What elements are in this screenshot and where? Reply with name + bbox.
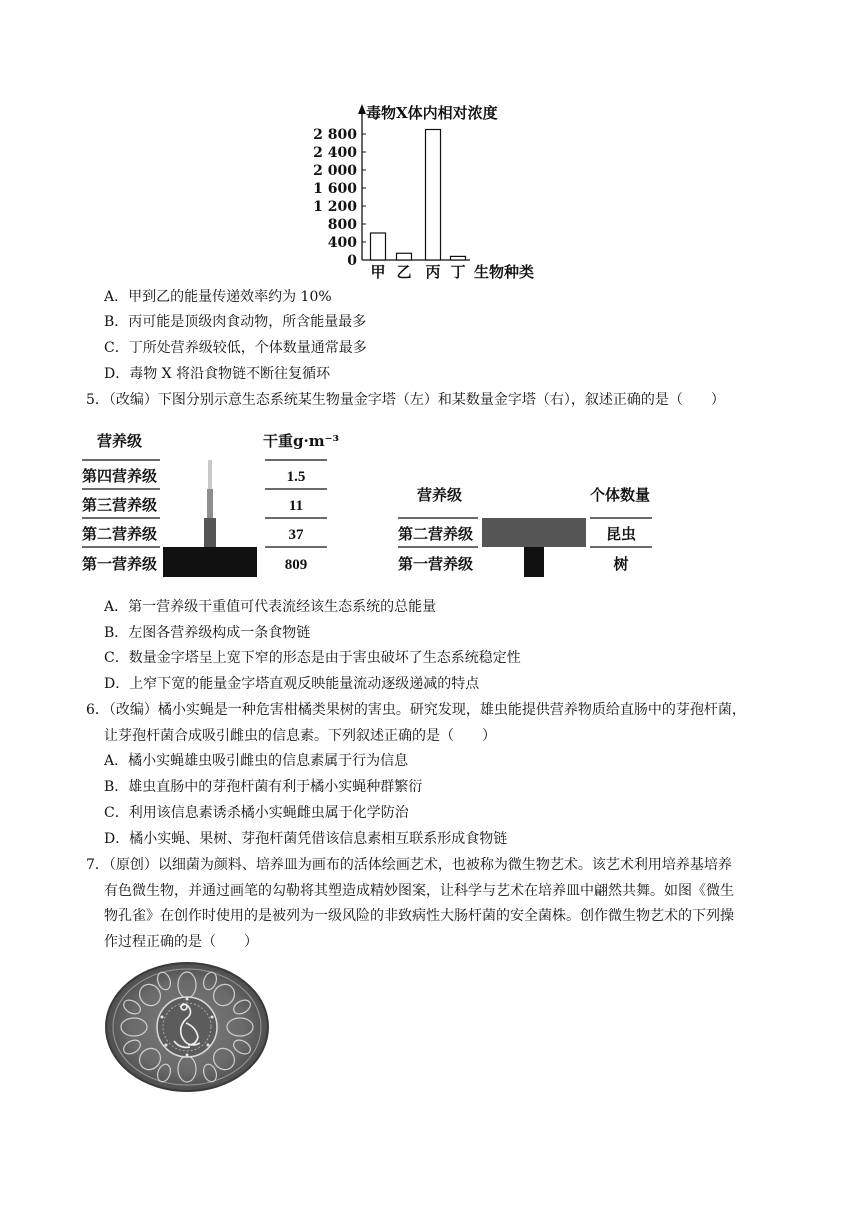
right-header-level: 营养级 (417, 486, 463, 504)
pyramid-figures (0, 420, 860, 585)
q7-stem-line-2: 有色微生物，并通过画笔的勾勒将其塑造成精妙图案，让科学与艺术在培养皿中翩然共舞。如图《微生 (104, 883, 734, 899)
biomass-bar-level-3 (207, 489, 213, 518)
biomass-bar-level-4 (208, 460, 212, 489)
biomass-value-level-1: 809 (284, 557, 308, 573)
y-axis-arrow (358, 104, 366, 114)
q7-stem-line-1: 7．（原创）以细菌为颜料、培养皿为画布的活体绘画艺术，也被称为微生物艺术。该艺术利用培养基培养 (86, 857, 732, 873)
q5-option-a: A．第一营养级干重值可代表流经该生态系统的总能量 (104, 599, 437, 615)
biomass-pyramid (82, 432, 339, 577)
right-value-level-1: 树 (613, 555, 629, 573)
q6-stem-line-1: 6．（改编）橘小实蝇是一种危害柑橘类果树的害虫。研究发现，雄虫能提供营养物质给直肠中的芽孢杆菌， (86, 702, 746, 718)
q7-stem-line-3: 物孔雀》在创作时使用的是被列为一级风险的非致病性大肠杆菌的安全菌株。创作微生物艺术的下列操 (104, 908, 734, 924)
y-tick-label: 400 (327, 235, 357, 251)
biomass-value-level-4: 1.5 (286, 469, 306, 485)
q6-option-c: C．利用该信息素诱杀橘小实蝇雌虫属于化学防治 (104, 805, 409, 821)
y-tick-label: 2 400 (313, 145, 357, 161)
left-header-level: 营养级 (97, 432, 143, 450)
right-value-level-2: 昆虫 (605, 525, 637, 543)
bar-4 (451, 256, 466, 260)
q4-option-c: C．丁所处营养级较低，个体数量通常最多 (104, 340, 367, 356)
y-tick-label: 0 (347, 253, 357, 269)
y-tick-label: 1 600 (313, 181, 357, 197)
q5-option-c: C．数量金字塔呈上宽下窄的形态是由于害虫破坏了生态系统稳定性 (104, 650, 521, 666)
biomass-bar-level-1 (163, 547, 257, 577)
left-level-1: 第一营养级 (82, 555, 158, 573)
bar-3 (426, 130, 441, 261)
biomass-value-level-3: 11 (288, 498, 304, 514)
left-level-3: 第三营养级 (82, 496, 158, 514)
q6-option-d: D．橘小实蝇、果树、芽孢杆菌凭借该信息素相互联系形成食物链 (104, 831, 508, 847)
q6-option-a: A．橘小实蝇雄虫吸引雌虫的信息素属于行为信息 (104, 753, 409, 769)
left-level-4: 第四营养级 (82, 467, 158, 485)
biomass-value-level-2: 37 (288, 527, 304, 543)
q7-stem-line-4: 作过程正确的是（ ） (104, 934, 258, 950)
y-axis-title: 毒物X体内相对浓度 (366, 104, 498, 122)
category-label: 乙 (396, 263, 412, 281)
microbial-peacock-petri-dish-image (104, 961, 270, 1093)
y-tick-label: 2 800 (313, 127, 357, 143)
category-label: 丙 (425, 263, 441, 281)
number-pyramid (398, 486, 652, 577)
x-axis-title: 生物种类 (474, 263, 535, 281)
y-tick-label: 1 200 (313, 199, 357, 215)
bar-2 (397, 253, 412, 260)
right-level-1: 第一营养级 (398, 555, 474, 573)
category-label: 丁 (450, 263, 466, 281)
q5-stem: 5．（改编）下图分别示意生态系统某生物量金字塔（左）和某数量金字塔（右），叙述正确的是（ ） (86, 392, 725, 408)
right-level-2: 第二营养级 (398, 525, 474, 543)
category-label: 甲 (370, 263, 386, 281)
q5-option-b: B．左图各营养级构成一条食物链 (104, 625, 311, 641)
left-level-2: 第二营养级 (82, 525, 158, 543)
bar-1 (371, 233, 386, 260)
toxin-concentration-bar-chart (0, 96, 860, 286)
number-bar-trees (524, 547, 544, 577)
q6-option-b: B．雄虫直肠中的芽孢杆菌有利于橘小实蝇种群繁衍 (104, 779, 423, 795)
right-header-value: 个体数量 (590, 486, 651, 504)
q4-option-d: D．毒物 X 将沿食物链不断往复循环 (104, 366, 331, 382)
q4-option-a: A．甲到乙的能量传递效率约为 10% (104, 289, 332, 305)
y-tick-label: 800 (327, 217, 357, 233)
number-bar-insects (482, 518, 586, 547)
q6-stem-line-2: 让芽孢杆菌合成吸引雌虫的信息素。下列叙述正确的是（ ） (104, 728, 496, 744)
left-header-value: 干重g·m⁻³ (263, 432, 340, 450)
q4-option-b: B．丙可能是顶级肉食动物，所含能量最多 (104, 314, 367, 330)
y-tick-label: 2 000 (313, 163, 357, 179)
biomass-bar-level-2 (204, 518, 216, 547)
q5-option-d: D．上窄下宽的能量金字塔直观反映能量流动逐级递减的特点 (104, 676, 480, 692)
